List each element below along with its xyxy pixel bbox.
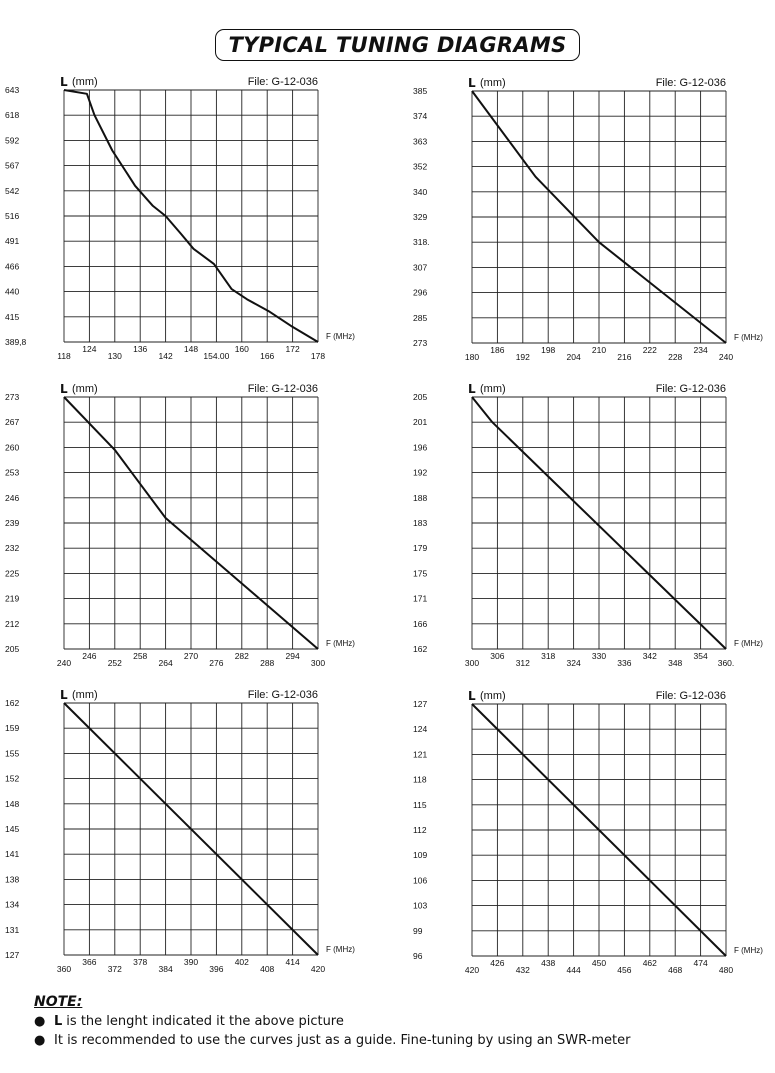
x-tick-label: 330 [591, 651, 607, 661]
x-tick-label: 456 [617, 965, 632, 975]
x-tick-label: 378 [133, 957, 148, 967]
x-tick-label: 148 [183, 344, 199, 354]
x-tick-label: 408 [260, 964, 275, 974]
file-label: File: G-12-036 [655, 383, 726, 395]
y-tick-label: 196 [413, 442, 428, 453]
y-tick-label: 112 [413, 825, 427, 835]
note-item-1-bold: L [54, 1014, 63, 1029]
file-label: File: G-12-036 [655, 77, 726, 89]
x-tick-label: 118 [57, 351, 71, 361]
x-tick-label: 264 [158, 658, 173, 668]
x-tick-label: 312 [515, 658, 530, 668]
y-tick-label: 148 [5, 798, 20, 809]
y-tick-label: 127 [413, 699, 428, 709]
y-tick-label: 159 [5, 723, 20, 734]
x-tick-label: 474 [693, 958, 708, 968]
y-tick-label: 232 [5, 543, 20, 554]
x-axis-label: F (MHz) [734, 946, 763, 955]
note-item-1 [34, 1012, 754, 1031]
y-tick-label: 466 [5, 261, 20, 272]
x-tick-label: 130 [107, 351, 122, 361]
y-tick-label: 96 [413, 951, 423, 961]
x-tick-label: 288 [260, 658, 275, 668]
note-section [34, 994, 754, 1050]
y-axis-label-l: L [468, 382, 476, 396]
chart-1 [5, 75, 355, 361]
x-tick-label: 252 [107, 658, 122, 668]
y-tick-label: 106 [413, 875, 428, 886]
y-tick-label: 491 [5, 236, 20, 247]
y-axis-label-unit: (mm) [480, 690, 506, 702]
y-tick-label: 109 [413, 850, 428, 861]
y-tick-label: 219 [5, 593, 20, 604]
note-item-2-text: It is recommended to use the curves just as a guide. Fine-tuning by using an SWR-meter [54, 1033, 631, 1048]
y-axis-label-l: L [468, 689, 476, 703]
x-tick-label: 240 [718, 352, 734, 362]
chart-2 [413, 76, 763, 362]
y-axis-label-unit: (mm) [480, 77, 506, 89]
x-tick-label: 300 [464, 658, 480, 668]
note-title: NOTE: [34, 994, 83, 1010]
x-axis-label: F (MHz) [734, 639, 763, 648]
x-tick-label: 324 [566, 658, 581, 668]
y-tick-label: 592 [5, 135, 20, 146]
y-tick-label: 118 [413, 774, 427, 785]
x-tick-label: 216 [617, 352, 632, 362]
y-tick-label: 415 [5, 311, 20, 322]
y-tick-label: 253 [5, 467, 20, 478]
y-tick-label: 201 [413, 417, 428, 428]
x-tick-label: 462 [642, 958, 657, 968]
x-tick-label: 178 [310, 351, 326, 361]
x-tick-label: 160 [234, 344, 249, 354]
y-tick-label: 99 [413, 925, 423, 936]
x-tick-label: 204 [566, 352, 581, 362]
x-tick-label: 420 [464, 965, 480, 975]
x-tick-label: 306 [490, 651, 505, 661]
y-tick-label: 296 [413, 287, 428, 298]
x-tick-label: 438 [541, 958, 556, 968]
y-axis-label-l: L [60, 382, 68, 396]
x-tick-label: 240 [56, 658, 72, 668]
x-tick-label: 342 [642, 651, 657, 661]
x-tick-label: 282 [234, 651, 249, 661]
page-title: TYPICAL TUNING DIAGRAMS [228, 33, 567, 57]
x-tick-label: 366 [82, 957, 97, 967]
y-axis-label-l: L [468, 76, 476, 90]
x-tick-label: 444 [566, 965, 581, 975]
y-tick-label: 205 [413, 392, 428, 402]
x-axis-label: F (MHz) [326, 332, 355, 341]
y-tick-label: 212 [5, 618, 20, 629]
y-tick-label: 285 [413, 312, 428, 323]
y-tick-label: 188 [413, 492, 428, 503]
x-tick-label: 210 [591, 345, 607, 355]
y-tick-label: 440 [5, 286, 20, 297]
x-tick-label: 294 [285, 651, 300, 661]
y-axis-label-l: L [60, 688, 68, 702]
x-tick-label: 300 [310, 658, 326, 668]
y-tick-label: 567 [5, 160, 20, 171]
y-tick-label: 618 [5, 110, 20, 121]
file-label: File: G-12-036 [247, 689, 318, 701]
x-tick-label: 258 [133, 651, 148, 661]
x-tick-label: 372 [107, 964, 122, 974]
y-tick-label: 192 [413, 467, 428, 478]
y-tick-label: 273 [413, 338, 428, 348]
y-tick-label: 131 [5, 924, 20, 935]
y-tick-label: 179 [413, 543, 428, 554]
y-axis-label-unit: (mm) [72, 76, 98, 88]
x-tick-label: 234 [693, 345, 708, 355]
x-tick-label: 192 [515, 352, 530, 362]
x-tick-label: 426 [490, 958, 505, 968]
y-tick-label: 643 [5, 85, 20, 95]
y-tick-label: 138 [5, 874, 20, 885]
x-tick-label: 124 [82, 344, 97, 354]
y-tick-label: 103 [413, 900, 428, 911]
y-tick-label: 340 [413, 186, 428, 197]
x-tick-label: 432 [515, 965, 530, 975]
x-tick-label: 198 [541, 345, 556, 355]
x-tick-label: 396 [209, 964, 224, 974]
x-tick-label: 414 [285, 957, 300, 967]
y-tick-label: 162 [5, 698, 20, 708]
y-tick-label: 145 [5, 824, 20, 834]
y-tick-label: 516 [5, 211, 20, 221]
bullet-icon: ● [34, 1033, 46, 1048]
y-tick-label: 318. [413, 237, 430, 248]
y-axis-label-l: L [60, 75, 68, 89]
y-tick-label: 171 [413, 593, 428, 604]
x-tick-label: 228 [668, 352, 683, 362]
x-tick-label: 354 [693, 651, 708, 661]
x-tick-label: 270 [183, 651, 199, 661]
y-tick-label: 352 [413, 161, 428, 172]
bullet-icon: ● [34, 1014, 46, 1029]
y-tick-label: 307 [413, 262, 428, 273]
x-tick-label: 154.00 [203, 351, 230, 361]
x-tick-label: 246 [82, 651, 97, 661]
y-tick-label: 127 [5, 950, 20, 960]
x-tick-label: 318 [541, 651, 556, 661]
x-tick-label: 136 [133, 344, 148, 354]
x-tick-label: 468 [668, 965, 683, 975]
x-axis-label: F (MHz) [734, 333, 763, 342]
x-tick-label: 348 [668, 658, 683, 668]
chart-5 [5, 688, 355, 974]
y-tick-label: 267 [5, 417, 20, 428]
y-tick-label: 329 [413, 212, 428, 222]
x-tick-label: 166 [260, 351, 275, 361]
y-tick-label: 124 [413, 724, 428, 735]
y-tick-label: 246 [5, 492, 20, 503]
y-tick-label: 134 [5, 899, 20, 910]
x-tick-label: 384 [158, 964, 173, 974]
x-tick-label: 142 [158, 351, 173, 361]
y-tick-label: 141 [5, 849, 20, 860]
y-tick-label: 225 [5, 568, 20, 579]
y-tick-label: 152 [5, 773, 20, 784]
x-tick-label: 390 [183, 957, 199, 967]
x-tick-label: 360. [717, 658, 735, 668]
chart-4 [413, 382, 763, 668]
x-tick-label: 480 [718, 965, 734, 975]
x-tick-label: 450 [591, 958, 607, 968]
y-tick-label: 162 [413, 644, 428, 654]
x-axis-label: F (MHz) [326, 945, 355, 954]
x-tick-label: 276 [209, 658, 224, 668]
x-tick-label: 360 [56, 964, 72, 974]
x-tick-label: 222 [642, 345, 657, 355]
y-tick-label: 115 [413, 799, 427, 810]
x-tick-label: 180 [464, 352, 480, 362]
note-item-1-text: is the lenght indicated it the above picture [66, 1014, 344, 1029]
file-label: File: G-12-036 [655, 690, 726, 702]
x-tick-label: 402 [234, 957, 249, 967]
y-tick-label: 166 [413, 618, 428, 629]
y-tick-label: 542 [5, 185, 20, 196]
y-tick-label: 363 [413, 136, 428, 147]
y-tick-label: 273 [5, 392, 20, 402]
file-label: File: G-12-036 [247, 383, 318, 395]
y-tick-label: 260 [5, 442, 20, 453]
y-tick-label: 205 [5, 644, 20, 654]
y-axis-label-unit: (mm) [72, 689, 98, 701]
note-item-2 [34, 1031, 754, 1050]
y-axis-label-unit: (mm) [72, 383, 98, 395]
x-axis-label: F (MHz) [326, 639, 355, 648]
y-tick-label: 155 [5, 748, 20, 759]
x-tick-label: 336 [617, 658, 632, 668]
y-tick-label: 183 [413, 518, 428, 528]
y-tick-label: 175 [413, 568, 428, 579]
y-axis-label-unit: (mm) [480, 383, 506, 395]
chart-3 [5, 382, 355, 668]
y-tick-label: 385 [413, 86, 428, 96]
y-tick-label: 374 [413, 111, 428, 122]
chart-6 [413, 689, 763, 975]
x-tick-label: 186 [490, 345, 505, 355]
x-tick-label: 420 [310, 964, 326, 974]
y-tick-label: 121 [413, 749, 428, 760]
x-tick-label: 172 [285, 344, 300, 354]
y-tick-label: 389,8 [5, 337, 27, 347]
file-label: File: G-12-036 [247, 76, 318, 88]
y-tick-label: 239 [5, 518, 20, 528]
